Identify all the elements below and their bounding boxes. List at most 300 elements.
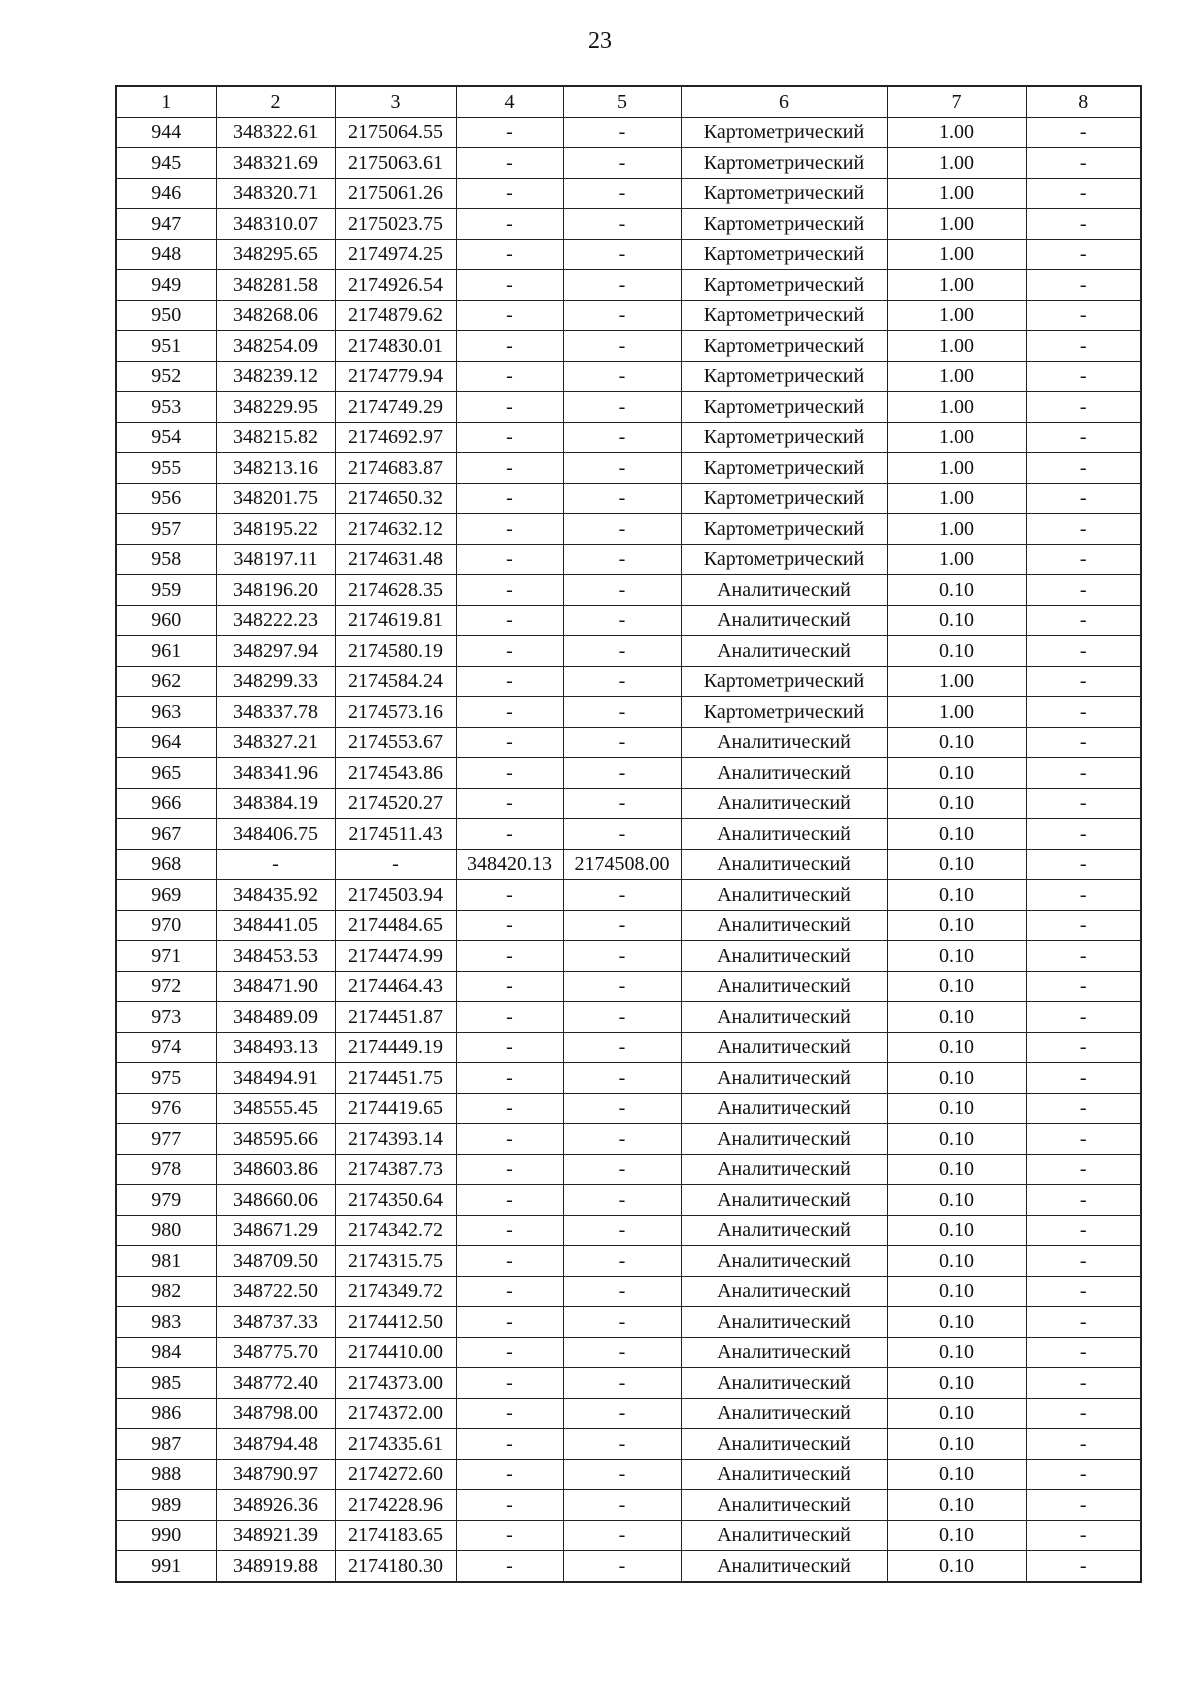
y-new-coordinate-cell: - — [563, 880, 681, 911]
method-cell: Картометрический — [681, 178, 887, 209]
x-coordinate-cell: 348215.82 — [216, 422, 335, 453]
x-coordinate-cell: 348471.90 — [216, 971, 335, 1002]
point-number-cell: 981 — [116, 1246, 216, 1277]
table-row — [116, 575, 1141, 606]
x-new-coordinate-cell: - — [456, 1490, 563, 1521]
y-new-coordinate-cell: - — [563, 1032, 681, 1063]
table-row — [116, 392, 1141, 423]
y-new-coordinate-cell: - — [563, 1459, 681, 1490]
point-number-cell: 956 — [116, 483, 216, 514]
header-cell: 2 — [216, 86, 335, 117]
description-cell: - — [1026, 117, 1141, 148]
point-number-cell: 986 — [116, 1398, 216, 1429]
point-number-cell: 966 — [116, 788, 216, 819]
x-coordinate-cell: 348489.09 — [216, 1002, 335, 1033]
description-cell: - — [1026, 422, 1141, 453]
method-cell: Аналитический — [681, 971, 887, 1002]
accuracy-cell: 0.10 — [887, 819, 1026, 850]
x-coordinate-cell: 348295.65 — [216, 239, 335, 270]
x-new-coordinate-cell: - — [456, 544, 563, 575]
accuracy-cell: 0.10 — [887, 971, 1026, 1002]
accuracy-cell: 1.00 — [887, 361, 1026, 392]
x-new-coordinate-cell: - — [456, 331, 563, 362]
y-new-coordinate-cell: - — [563, 758, 681, 789]
table-row — [116, 1185, 1141, 1216]
x-coordinate-cell: 348671.29 — [216, 1215, 335, 1246]
x-coordinate-cell: 348222.23 — [216, 605, 335, 636]
y-coordinate-cell: 2174272.60 — [335, 1459, 456, 1490]
x-new-coordinate-cell: - — [456, 1124, 563, 1155]
x-new-coordinate-cell: - — [456, 666, 563, 697]
method-cell: Аналитический — [681, 727, 887, 758]
x-coordinate-cell: 348775.70 — [216, 1337, 335, 1368]
table-row — [116, 910, 1141, 941]
method-cell: Картометрический — [681, 514, 887, 545]
description-cell: - — [1026, 1368, 1141, 1399]
x-coordinate-cell: 348195.22 — [216, 514, 335, 545]
table-row — [116, 1215, 1141, 1246]
point-number-cell: 962 — [116, 666, 216, 697]
x-coordinate-cell: 348435.92 — [216, 880, 335, 911]
y-new-coordinate-cell: 2174508.00 — [563, 849, 681, 880]
x-coordinate-cell: 348327.21 — [216, 727, 335, 758]
description-cell: - — [1026, 941, 1141, 972]
method-cell: Аналитический — [681, 1185, 887, 1216]
header-cell: 5 — [563, 86, 681, 117]
x-coordinate-cell: 348709.50 — [216, 1246, 335, 1277]
y-new-coordinate-cell: - — [563, 1307, 681, 1338]
table-row — [116, 666, 1141, 697]
method-cell: Аналитический — [681, 1337, 887, 1368]
x-new-coordinate-cell: - — [456, 1215, 563, 1246]
page-number: 23 — [588, 28, 612, 54]
x-new-coordinate-cell: - — [456, 1337, 563, 1368]
table-row — [116, 300, 1141, 331]
method-cell: Аналитический — [681, 1368, 887, 1399]
point-number-cell: 958 — [116, 544, 216, 575]
x-new-coordinate-cell: - — [456, 971, 563, 1002]
accuracy-cell: 1.00 — [887, 544, 1026, 575]
table-row — [116, 483, 1141, 514]
table-row — [116, 758, 1141, 789]
x-coordinate-cell: 348384.19 — [216, 788, 335, 819]
x-new-coordinate-cell: - — [456, 178, 563, 209]
y-coordinate-cell: 2174553.67 — [335, 727, 456, 758]
x-new-coordinate-cell: - — [456, 1459, 563, 1490]
description-cell: - — [1026, 1154, 1141, 1185]
method-cell: Аналитический — [681, 1093, 887, 1124]
point-number-cell: 974 — [116, 1032, 216, 1063]
y-new-coordinate-cell: - — [563, 1215, 681, 1246]
x-coordinate-cell: - — [216, 849, 335, 880]
x-new-coordinate-cell: - — [456, 910, 563, 941]
point-number-cell: 944 — [116, 117, 216, 148]
table-row — [116, 636, 1141, 667]
y-new-coordinate-cell: - — [563, 392, 681, 423]
point-number-cell: 985 — [116, 1368, 216, 1399]
y-coordinate-cell: 2174683.87 — [335, 453, 456, 484]
y-coordinate-cell: 2174474.99 — [335, 941, 456, 972]
method-cell: Аналитический — [681, 788, 887, 819]
description-cell: - — [1026, 758, 1141, 789]
accuracy-cell: 0.10 — [887, 1429, 1026, 1460]
description-cell: - — [1026, 331, 1141, 362]
description-cell: - — [1026, 483, 1141, 514]
description-cell: - — [1026, 971, 1141, 1002]
x-coordinate-cell: 348268.06 — [216, 300, 335, 331]
x-new-coordinate-cell: - — [456, 1185, 563, 1216]
x-coordinate-cell: 348201.75 — [216, 483, 335, 514]
description-cell: - — [1026, 1398, 1141, 1429]
description-cell: - — [1026, 514, 1141, 545]
y-coordinate-cell: 2174419.65 — [335, 1093, 456, 1124]
table-row — [116, 971, 1141, 1002]
x-coordinate-cell: 348310.07 — [216, 209, 335, 240]
x-new-coordinate-cell: - — [456, 300, 563, 331]
description-cell: - — [1026, 1002, 1141, 1033]
description-cell: - — [1026, 697, 1141, 728]
x-new-coordinate-cell: - — [456, 514, 563, 545]
accuracy-cell: 0.10 — [887, 1246, 1026, 1277]
method-cell: Картометрический — [681, 666, 887, 697]
description-cell: - — [1026, 575, 1141, 606]
point-number-cell: 971 — [116, 941, 216, 972]
x-new-coordinate-cell: - — [456, 148, 563, 179]
x-coordinate-cell: 348341.96 — [216, 758, 335, 789]
table-row — [116, 880, 1141, 911]
method-cell: Аналитический — [681, 1490, 887, 1521]
accuracy-cell: 0.10 — [887, 1185, 1026, 1216]
table-row — [116, 239, 1141, 270]
table-row — [116, 1307, 1141, 1338]
y-coordinate-cell: 2174543.86 — [335, 758, 456, 789]
x-coordinate-cell: 348790.97 — [216, 1459, 335, 1490]
point-number-cell: 949 — [116, 270, 216, 301]
accuracy-cell: 0.10 — [887, 1032, 1026, 1063]
point-number-cell: 948 — [116, 239, 216, 270]
x-new-coordinate-cell: - — [456, 270, 563, 301]
description-cell: - — [1026, 880, 1141, 911]
description-cell: - — [1026, 788, 1141, 819]
y-new-coordinate-cell: - — [563, 1246, 681, 1277]
y-coordinate-cell: 2174342.72 — [335, 1215, 456, 1246]
table-row — [116, 788, 1141, 819]
header-cell: 1 — [116, 86, 216, 117]
method-cell: Аналитический — [681, 1124, 887, 1155]
method-cell: Аналитический — [681, 1551, 887, 1582]
description-cell: - — [1026, 453, 1141, 484]
method-cell: Аналитический — [681, 1154, 887, 1185]
point-number-cell: 947 — [116, 209, 216, 240]
point-number-cell: 983 — [116, 1307, 216, 1338]
y-coordinate-cell: 2174628.35 — [335, 575, 456, 606]
x-coordinate-cell: 348322.61 — [216, 117, 335, 148]
y-coordinate-cell: 2174350.64 — [335, 1185, 456, 1216]
method-cell: Картометрический — [681, 331, 887, 362]
accuracy-cell: 0.10 — [887, 1124, 1026, 1155]
y-new-coordinate-cell: - — [563, 697, 681, 728]
y-new-coordinate-cell: - — [563, 178, 681, 209]
x-coordinate-cell: 348494.91 — [216, 1063, 335, 1094]
accuracy-cell: 1.00 — [887, 453, 1026, 484]
y-coordinate-cell: 2175061.26 — [335, 178, 456, 209]
point-number-cell: 950 — [116, 300, 216, 331]
description-cell: - — [1026, 910, 1141, 941]
y-coordinate-cell: 2174315.75 — [335, 1246, 456, 1277]
y-coordinate-cell: 2174180.30 — [335, 1551, 456, 1582]
point-number-cell: 972 — [116, 971, 216, 1002]
x-coordinate-cell: 348798.00 — [216, 1398, 335, 1429]
y-coordinate-cell: 2174632.12 — [335, 514, 456, 545]
y-new-coordinate-cell: - — [563, 1368, 681, 1399]
y-coordinate-cell: 2174926.54 — [335, 270, 456, 301]
point-number-cell: 961 — [116, 636, 216, 667]
x-coordinate-cell: 348453.53 — [216, 941, 335, 972]
method-cell: Аналитический — [681, 1307, 887, 1338]
point-number-cell: 982 — [116, 1276, 216, 1307]
table-row — [116, 849, 1141, 880]
table-row — [116, 727, 1141, 758]
table-row — [116, 1551, 1141, 1582]
y-new-coordinate-cell: - — [563, 727, 681, 758]
y-coordinate-cell: 2174692.97 — [335, 422, 456, 453]
point-number-cell: 959 — [116, 575, 216, 606]
y-new-coordinate-cell: - — [563, 819, 681, 850]
y-new-coordinate-cell: - — [563, 910, 681, 941]
x-coordinate-cell: 348493.13 — [216, 1032, 335, 1063]
x-coordinate-cell: 348595.66 — [216, 1124, 335, 1155]
accuracy-cell: 0.10 — [887, 1215, 1026, 1246]
y-new-coordinate-cell: - — [563, 941, 681, 972]
point-number-cell: 980 — [116, 1215, 216, 1246]
method-cell: Картометрический — [681, 422, 887, 453]
y-new-coordinate-cell: - — [563, 453, 681, 484]
accuracy-cell: 1.00 — [887, 178, 1026, 209]
y-coordinate-cell: 2174779.94 — [335, 361, 456, 392]
y-new-coordinate-cell: - — [563, 331, 681, 362]
table-row — [116, 1063, 1141, 1094]
y-coordinate-cell: 2174503.94 — [335, 880, 456, 911]
description-cell: - — [1026, 605, 1141, 636]
accuracy-cell: 0.10 — [887, 941, 1026, 972]
method-cell: Картометрический — [681, 270, 887, 301]
accuracy-cell: 1.00 — [887, 300, 1026, 331]
coordinates-table — [115, 85, 1142, 1583]
description-cell: - — [1026, 239, 1141, 270]
description-cell: - — [1026, 209, 1141, 240]
table-row — [116, 514, 1141, 545]
y-new-coordinate-cell: - — [563, 209, 681, 240]
y-coordinate-cell: 2174573.16 — [335, 697, 456, 728]
y-new-coordinate-cell: - — [563, 239, 681, 270]
description-cell: - — [1026, 1246, 1141, 1277]
table-row — [116, 178, 1141, 209]
x-coordinate-cell: 348660.06 — [216, 1185, 335, 1216]
description-cell: - — [1026, 361, 1141, 392]
y-coordinate-cell: 2174449.19 — [335, 1032, 456, 1063]
description-cell: - — [1026, 1520, 1141, 1551]
y-new-coordinate-cell: - — [563, 1276, 681, 1307]
y-coordinate-cell: 2174650.32 — [335, 483, 456, 514]
description-cell: - — [1026, 148, 1141, 179]
y-coordinate-cell: 2174511.43 — [335, 819, 456, 850]
accuracy-cell: 0.10 — [887, 849, 1026, 880]
description-cell: - — [1026, 1429, 1141, 1460]
y-new-coordinate-cell: - — [563, 117, 681, 148]
x-new-coordinate-cell: - — [456, 1398, 563, 1429]
accuracy-cell: 0.10 — [887, 1093, 1026, 1124]
method-cell: Картометрический — [681, 209, 887, 240]
description-cell: - — [1026, 1124, 1141, 1155]
header-cell: 8 — [1026, 86, 1141, 117]
x-coordinate-cell: 348197.11 — [216, 544, 335, 575]
table-header — [116, 86, 1141, 117]
method-cell: Картометрический — [681, 544, 887, 575]
y-coordinate-cell: 2174830.01 — [335, 331, 456, 362]
table-row — [116, 544, 1141, 575]
x-new-coordinate-cell: 348420.13 — [456, 849, 563, 880]
x-new-coordinate-cell: - — [456, 1093, 563, 1124]
accuracy-cell: 0.10 — [887, 758, 1026, 789]
y-coordinate-cell: 2174484.65 — [335, 910, 456, 941]
description-cell: - — [1026, 849, 1141, 880]
y-coordinate-cell: 2174228.96 — [335, 1490, 456, 1521]
point-number-cell: 976 — [116, 1093, 216, 1124]
y-new-coordinate-cell: - — [563, 1337, 681, 1368]
point-number-cell: 953 — [116, 392, 216, 423]
accuracy-cell: 1.00 — [887, 422, 1026, 453]
accuracy-cell: 0.10 — [887, 1337, 1026, 1368]
accuracy-cell: 1.00 — [887, 331, 1026, 362]
accuracy-cell: 0.10 — [887, 788, 1026, 819]
point-number-cell: 977 — [116, 1124, 216, 1155]
accuracy-cell: 0.10 — [887, 1063, 1026, 1094]
x-new-coordinate-cell: - — [456, 880, 563, 911]
y-coordinate-cell: 2174520.27 — [335, 788, 456, 819]
description-cell: - — [1026, 270, 1141, 301]
x-coordinate-cell: 348254.09 — [216, 331, 335, 362]
x-new-coordinate-cell: - — [456, 636, 563, 667]
point-number-cell: 987 — [116, 1429, 216, 1460]
x-coordinate-cell: 348919.88 — [216, 1551, 335, 1582]
y-new-coordinate-cell: - — [563, 1490, 681, 1521]
y-new-coordinate-cell: - — [563, 1520, 681, 1551]
point-number-cell: 969 — [116, 880, 216, 911]
accuracy-cell: 0.10 — [887, 1398, 1026, 1429]
point-number-cell: 957 — [116, 514, 216, 545]
y-coordinate-cell: - — [335, 849, 456, 880]
method-cell: Картометрический — [681, 300, 887, 331]
y-coordinate-cell: 2174464.43 — [335, 971, 456, 1002]
accuracy-cell: 0.10 — [887, 605, 1026, 636]
accuracy-cell: 0.10 — [887, 1276, 1026, 1307]
y-new-coordinate-cell: - — [563, 300, 681, 331]
table-row — [116, 1154, 1141, 1185]
point-number-cell: 955 — [116, 453, 216, 484]
table-row — [116, 1368, 1141, 1399]
table-row — [116, 1520, 1141, 1551]
description-cell: - — [1026, 1032, 1141, 1063]
x-new-coordinate-cell: - — [456, 1307, 563, 1338]
description-cell: - — [1026, 1459, 1141, 1490]
point-number-cell: 973 — [116, 1002, 216, 1033]
description-cell: - — [1026, 178, 1141, 209]
table-row — [116, 1337, 1141, 1368]
x-new-coordinate-cell: - — [456, 1551, 563, 1582]
description-cell: - — [1026, 392, 1141, 423]
y-new-coordinate-cell: - — [563, 1002, 681, 1033]
y-new-coordinate-cell: - — [563, 1429, 681, 1460]
y-coordinate-cell: 2174349.72 — [335, 1276, 456, 1307]
description-cell: - — [1026, 1063, 1141, 1094]
y-new-coordinate-cell: - — [563, 1185, 681, 1216]
x-coordinate-cell: 348281.58 — [216, 270, 335, 301]
x-coordinate-cell: 348441.05 — [216, 910, 335, 941]
table-row — [116, 331, 1141, 362]
description-cell: - — [1026, 1276, 1141, 1307]
x-new-coordinate-cell: - — [456, 1246, 563, 1277]
x-new-coordinate-cell: - — [456, 605, 563, 636]
x-coordinate-cell: 348297.94 — [216, 636, 335, 667]
table-row — [116, 1002, 1141, 1033]
y-new-coordinate-cell: - — [563, 514, 681, 545]
x-new-coordinate-cell: - — [456, 453, 563, 484]
point-number-cell: 946 — [116, 178, 216, 209]
x-new-coordinate-cell: - — [456, 727, 563, 758]
accuracy-cell: 0.10 — [887, 1154, 1026, 1185]
point-number-cell: 964 — [116, 727, 216, 758]
x-new-coordinate-cell: - — [456, 1063, 563, 1094]
table-row — [116, 1032, 1141, 1063]
y-new-coordinate-cell: - — [563, 605, 681, 636]
y-coordinate-cell: 2174412.50 — [335, 1307, 456, 1338]
y-coordinate-cell: 2174372.00 — [335, 1398, 456, 1429]
table-row — [116, 453, 1141, 484]
x-new-coordinate-cell: - — [456, 422, 563, 453]
table-row — [116, 117, 1141, 148]
y-new-coordinate-cell: - — [563, 1124, 681, 1155]
x-new-coordinate-cell: - — [456, 758, 563, 789]
header-row — [116, 86, 1141, 117]
method-cell: Аналитический — [681, 1215, 887, 1246]
description-cell: - — [1026, 819, 1141, 850]
table-row — [116, 1459, 1141, 1490]
accuracy-cell: 1.00 — [887, 514, 1026, 545]
accuracy-cell: 0.10 — [887, 1368, 1026, 1399]
method-cell: Картометрический — [681, 117, 887, 148]
method-cell: Аналитический — [681, 1246, 887, 1277]
point-number-cell: 960 — [116, 605, 216, 636]
y-coordinate-cell: 2174393.14 — [335, 1124, 456, 1155]
accuracy-cell: 1.00 — [887, 483, 1026, 514]
method-cell: Аналитический — [681, 605, 887, 636]
x-coordinate-cell: 348321.69 — [216, 148, 335, 179]
point-number-cell: 952 — [116, 361, 216, 392]
x-new-coordinate-cell: - — [456, 1429, 563, 1460]
method-cell: Аналитический — [681, 880, 887, 911]
point-number-cell: 989 — [116, 1490, 216, 1521]
y-new-coordinate-cell: - — [563, 1551, 681, 1582]
description-cell: - — [1026, 1093, 1141, 1124]
method-cell: Аналитический — [681, 819, 887, 850]
method-cell: Картометрический — [681, 697, 887, 728]
y-coordinate-cell: 2174619.81 — [335, 605, 456, 636]
y-coordinate-cell: 2174387.73 — [335, 1154, 456, 1185]
x-new-coordinate-cell: - — [456, 788, 563, 819]
description-cell: - — [1026, 727, 1141, 758]
y-new-coordinate-cell: - — [563, 483, 681, 514]
point-number-cell: 963 — [116, 697, 216, 728]
